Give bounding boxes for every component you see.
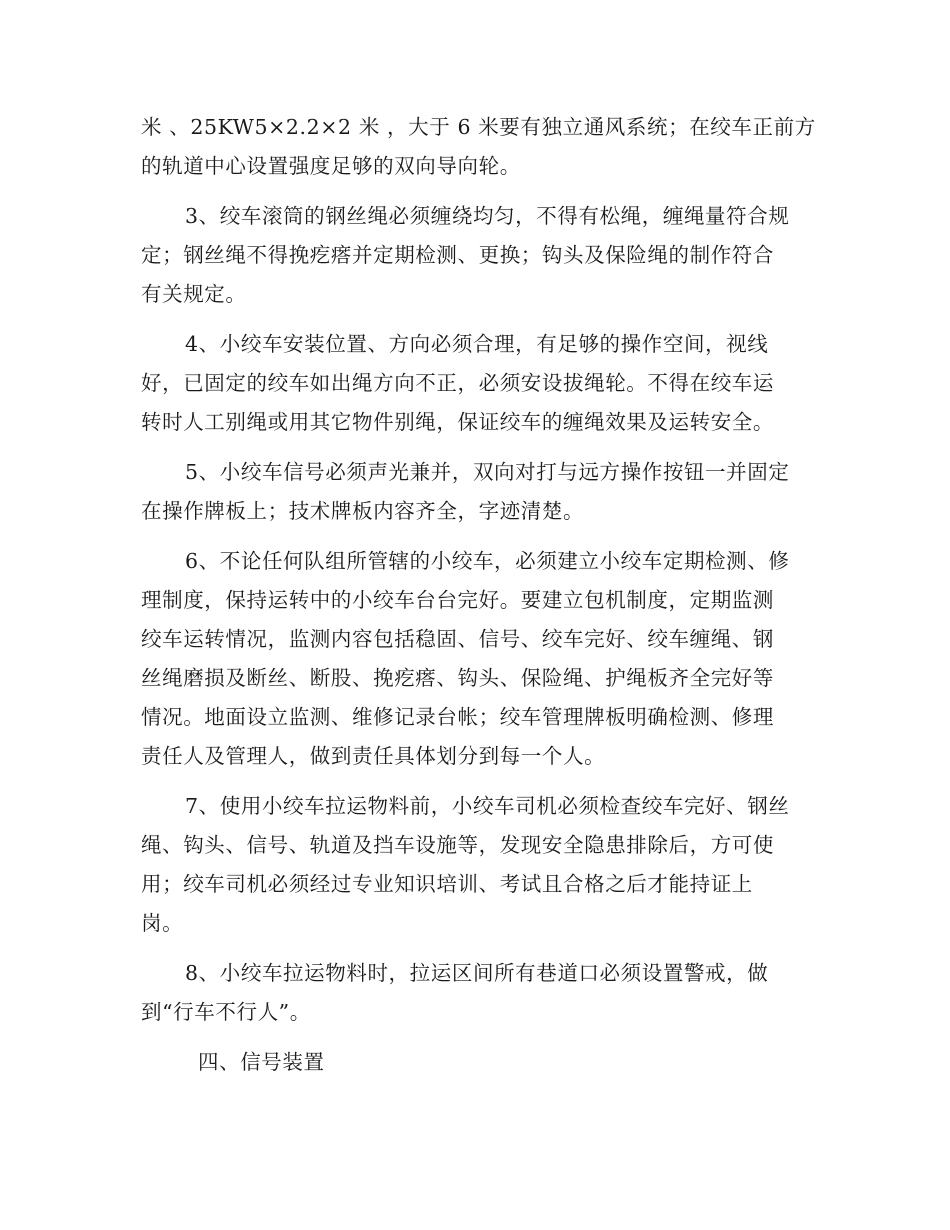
text-line: 的轨道中心设置强度足够的双向导向轮。 (141, 154, 521, 178)
text-line: 3、绞车滚筒的钢丝绳必须缠绕均匀，不得有松绳，缠绳量符合规 (185, 204, 790, 228)
section-heading-text: 四、信号装置 (198, 1050, 325, 1074)
paragraph-item-6 (141, 542, 811, 776)
section-heading (141, 1043, 811, 1082)
paragraph-item-7 (141, 787, 811, 943)
text-line: 责任人及管理人，做到责任具体划分到每一个人。 (141, 744, 606, 768)
document-body (141, 108, 816, 1093)
paragraph-item-5 (141, 453, 811, 531)
paragraph-item-4 (141, 325, 811, 442)
text-line: 6、不论任何队组所管辖的小绞车，必须建立小绞车定期检测、修 (185, 549, 790, 573)
text-line: 定；钢丝绳不得挽疙瘩并定期检测、更换；钩头及保险绳的制作符合 (141, 243, 774, 267)
text-line: 5、小绞车信号必须声光兼并，双向对打与远方操作按钮一并固定 (185, 460, 790, 484)
text-line: 4、小绞车安装位置、方向必须合理，有足够的操作空间，视线 (185, 332, 769, 356)
text-line: 7、使用小绞车拉运物料前，小绞车司机必须检查绞车完好、钢丝 (185, 794, 790, 818)
paragraph-item-8 (141, 954, 811, 1032)
text-line: 绞车运转情况，监测内容包括稳固、信号、绞车完好、绞车缠绳、钢 (141, 627, 774, 651)
text-line: 在操作牌板上；技术牌板内容齐全，字迹清楚。 (141, 499, 585, 523)
text-line: 8、小绞车拉运物料时，拉运区间所有巷道口必须设置警戒，做 (185, 961, 769, 985)
text-line: 丝绳磨损及断丝、断股、挽疙瘩、钩头、保险绳、护绳板齐全完好等 (141, 666, 774, 690)
text-line: 好，已固定的绞车如出绳方向不正，必须安设拔绳轮。不得在绞车运 (141, 371, 774, 395)
text-line: 情况。地面设立监测、维修记录台帐；绞车管理牌板明确检测、修理 (141, 705, 774, 729)
text-line: 绳、钩头、信号、轨道及挡车设施等，发现安全隐患排除后，方可使 (141, 833, 774, 857)
text-line: 理制度，保持运转中的小绞车台台完好。要建立包机制度，定期监测 (141, 588, 774, 612)
paragraph-item-3 (141, 197, 811, 314)
text-line: 岗。 (141, 911, 184, 935)
text-line: 有关规定。 (141, 282, 247, 306)
text-line: 到“行车不行人”。 (141, 1000, 311, 1024)
text-line: 米 、25KW5×2.2×2 米 ，大于 6 米要有独立通风系统；在绞车正前方 (141, 115, 816, 139)
text-line: 转时人工别绳或用其它物件别绳，保证绞车的缠绳效果及运转安全。 (141, 410, 774, 434)
text-line: 用；绞车司机必须经过专业知识培训、考试且合格之后才能持证上 (141, 872, 753, 896)
paragraph-continuation (141, 108, 816, 186)
